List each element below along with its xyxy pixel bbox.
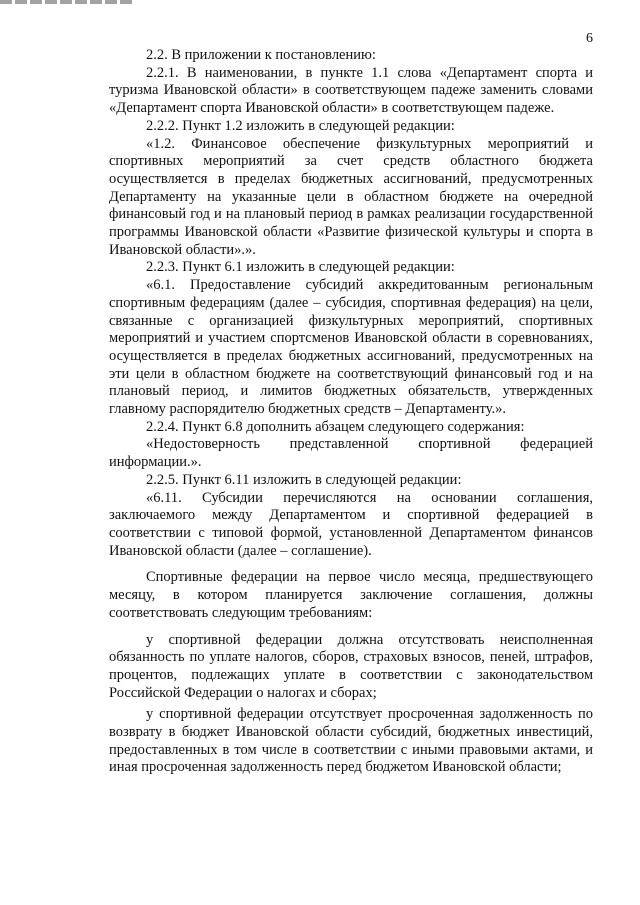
page-number: 6 bbox=[586, 31, 593, 46]
requirement-taxes: у спортивной федерации должна отсутствовать неисполненная обязанность по уплате налогов, сборов, страховых взносов, пеней, штрафов, процентов, подлежащих уплате в соответствии с законодательством Российской Федерации о налогах и сборах; bbox=[109, 631, 593, 701]
paragraph-2-2-2: 2.2.2. Пункт 1.2 изложить в следующей редакции: bbox=[146, 117, 455, 134]
paragraph-2-2-5: 2.2.5. Пункт 6.11 изложить в следующей редакции: bbox=[146, 471, 462, 488]
scan-edge-mark bbox=[0, 0, 135, 4]
paragraph-2-2-4: 2.2.4. Пункт 6.8 дополнить абзацем следующего содержания: bbox=[146, 418, 525, 435]
quote-1-2: «1.2. Финансовое обеспечение физкультурных мероприятий и спортивных мероприятий за счет средств областного бюджета осуществляется в пределах бюджетных ассигнований, предусмотренных Департаменту на указанные цели в областном бюджете на очередной финансовый год и на плановый период в рамках реализации государственной программы Ивановской области «Развитие физической культуры и спорта в Ивановской области».». bbox=[109, 135, 593, 258]
document-body bbox=[109, 47, 593, 777]
quote-6-11: «6.11. Субсидии перечисляются на основании соглашения, заключаемого между Департаментом и спортивной федерацией в соответствии с типовой формой, установленной Департаментом финансов Ивановской области (далее – соглашение). bbox=[109, 489, 593, 559]
quote-6-8: «Недостоверность представленной спортивной федерацией информации.». bbox=[109, 436, 593, 471]
requirement-debt: у спортивной федерации отсутствует просроченная задолженность по возврату в бюджет Ивановской области субсидий, бюджетных инвестиций, предоставленных в том числе в соответствии с иными правовыми актами, и иная просроченная задолженность перед бюджетом Ивановской области; bbox=[109, 706, 593, 776]
paragraph-2-2-3: 2.2.3. Пункт 6.1 изложить в следующей редакции: bbox=[146, 259, 455, 276]
paragraph-2-2: 2.2. В приложении к постановлению: bbox=[146, 47, 376, 63]
quote-6-1: «6.1. Предоставление субсидий аккредитованным региональным спортивным федерациям (далее – субсидия, спортивная федерация) на цели, связанные с организацией физкультурных мероприятий, спортивных мероприятий и участием спортсменов Ивановской области в соревнованиях, осуществляется в пределах бюджетных ассигнований, предусмотренных на эти цели в областном бюджете на соответствующий финансовый год и на плановый период, и лимитов бюджетных обязательств, утвержденных главному распорядителю бюджетных средств – Департаменту.». bbox=[109, 277, 593, 418]
paragraph-2-2-1: 2.2.1. В наименовании, в пункте 1.1 слова «Департамент спорта и туризма Ивановской области» в соответствующем падеже заменить словами «Департамент спорта Ивановской области» в соответствующем падеже. bbox=[109, 64, 593, 117]
requirements-intro: Спортивные федерации на первое число месяца, предшествующего месяцу, в котором планируется заключение соглашения, должны соответствовать следующим требованиям: bbox=[109, 569, 593, 621]
